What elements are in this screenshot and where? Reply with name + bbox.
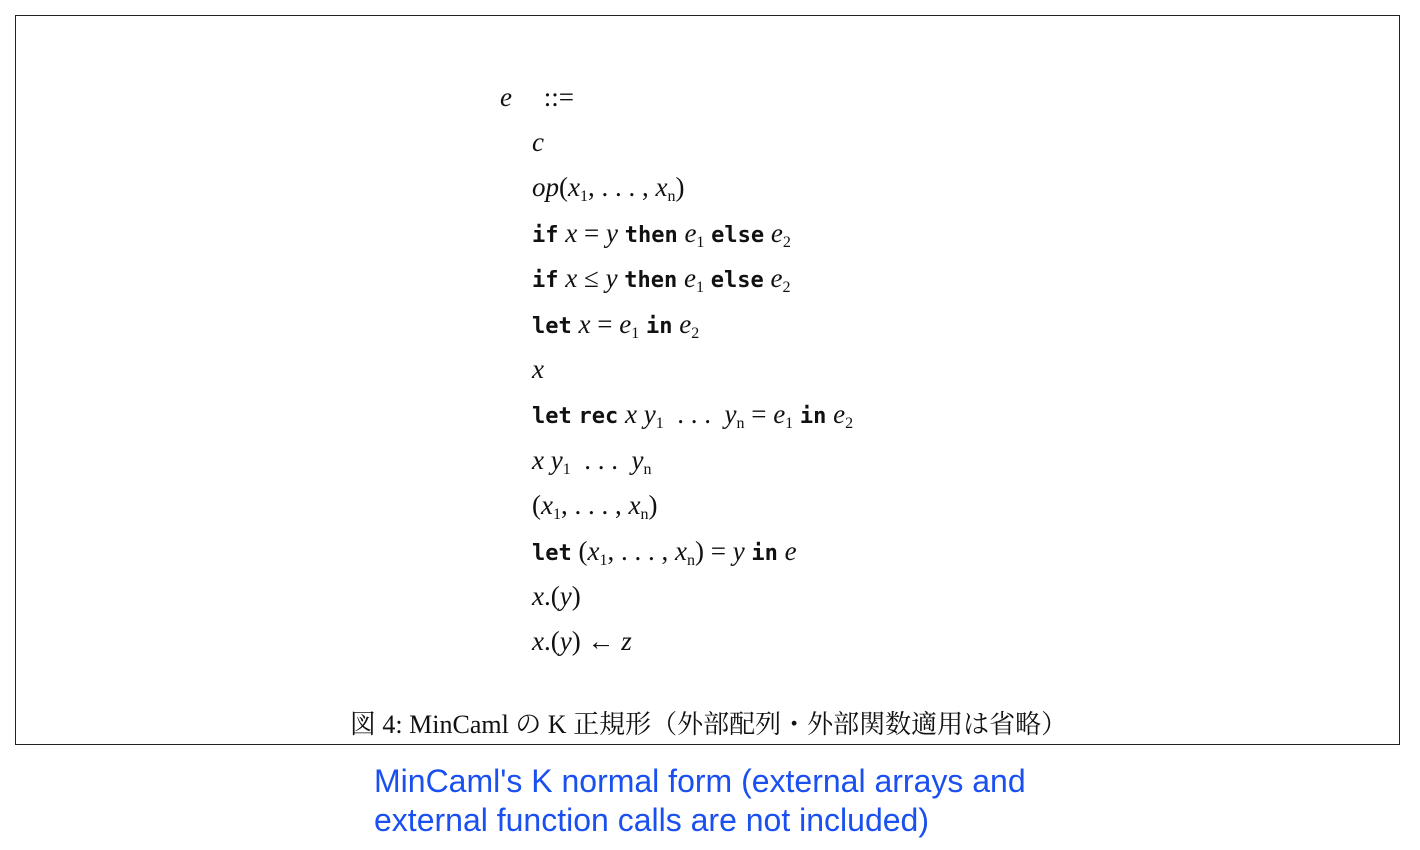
- token-symbol: [778, 536, 785, 566]
- token-symbol: , . . . ,: [560, 490, 629, 521]
- translation-line-2: external function calls are not included): [374, 802, 929, 838]
- token-variable: y: [559, 626, 572, 657]
- token-subscript: n: [643, 460, 652, 478]
- token-subscript: 1: [599, 551, 608, 569]
- production-tuple: [532, 483, 1060, 528]
- token-variable: e: [784, 535, 797, 566]
- grammar: [500, 74, 1060, 665]
- token-variable: op: [532, 172, 559, 203]
- token-subscript: n: [640, 506, 649, 524]
- production-let-tuple: [532, 529, 1060, 574]
- token-variable: e: [770, 263, 783, 294]
- token-symbol: [572, 399, 579, 429]
- figure-box: [15, 15, 1400, 745]
- token-symbol: (: [532, 490, 541, 521]
- token-symbol: =: [590, 308, 620, 339]
- token-symbol: [618, 399, 625, 429]
- token-keyword: in: [751, 540, 778, 566]
- token-symbol: [764, 263, 771, 293]
- token-symbol: ): [571, 580, 581, 611]
- token-keyword: rec: [578, 404, 619, 430]
- token-symbol: =: [577, 217, 606, 248]
- token-variable: x: [625, 399, 637, 430]
- token-symbol: . . .: [663, 399, 725, 430]
- token-subscript: 1: [631, 324, 640, 342]
- token-symbol: [637, 399, 644, 429]
- token-keyword: else: [711, 222, 765, 248]
- token-keyword: then: [624, 222, 678, 248]
- token-subscript: 1: [552, 506, 561, 524]
- token-variable: y: [724, 399, 737, 430]
- token-variable: y: [605, 263, 618, 294]
- token-variable: y: [732, 535, 745, 566]
- production-list: [500, 120, 1060, 665]
- token-variable: y: [643, 399, 656, 430]
- token-variable: x: [532, 580, 544, 611]
- token-symbol: ≤: [577, 263, 606, 294]
- grammar-define-symbol: ::=: [543, 82, 575, 112]
- token-variable: y: [631, 444, 644, 475]
- token-variable: e: [684, 217, 697, 248]
- token-symbol: [639, 309, 646, 339]
- token-keyword: let: [532, 540, 572, 566]
- token-subscript: 2: [782, 233, 791, 251]
- production-let: [532, 302, 1060, 347]
- production-if-eq: [532, 211, 1060, 256]
- token-variable: x: [541, 490, 553, 521]
- token-keyword: let: [532, 313, 572, 339]
- token-keyword: in: [645, 313, 673, 339]
- production-let-rec: [532, 392, 1060, 437]
- translation-note: [374, 762, 1134, 840]
- token-variable: e: [773, 399, 786, 430]
- token-symbol: =: [744, 399, 774, 430]
- token-subscript: 1: [696, 233, 705, 251]
- token-variable: e: [619, 308, 632, 339]
- token-subscript: 1: [579, 188, 588, 206]
- token-variable: y: [605, 217, 618, 248]
- token-subscript: n: [686, 551, 695, 569]
- token-subscript: 1: [562, 460, 571, 478]
- production-if-le: [532, 256, 1060, 301]
- token-variable: x: [655, 172, 668, 203]
- token-symbol: [544, 445, 551, 475]
- token-keyword: if: [532, 268, 559, 294]
- grammar-nonterminal: e: [500, 82, 512, 112]
- token-variable: x: [628, 490, 641, 521]
- production-put: [532, 619, 1060, 664]
- production-get: [532, 574, 1060, 619]
- token-subscript: 1: [655, 415, 664, 433]
- figure-caption: 図 4: MinCaml の K 正規形（外部配列・外部関数適用は省略）: [349, 710, 1068, 739]
- token-variable: c: [532, 127, 544, 157]
- token-keyword: if: [532, 222, 559, 248]
- token-variable: y: [559, 580, 572, 611]
- token-keyword: then: [624, 268, 678, 294]
- token-subscript: 2: [691, 324, 700, 342]
- token-symbol: [793, 399, 800, 429]
- token-subscript: n: [667, 188, 676, 206]
- token-symbol: [764, 218, 771, 248]
- grammar-head: [500, 74, 1060, 120]
- token-symbol: (: [578, 535, 588, 566]
- token-variable: x: [565, 217, 578, 248]
- token-variable: x: [674, 535, 687, 566]
- token-symbol: [618, 218, 625, 248]
- token-keyword: in: [799, 404, 827, 430]
- token-symbol: . . .: [570, 444, 632, 475]
- token-subscript: n: [736, 415, 745, 433]
- translation-line-1: MinCaml's K normal form (external arrays and: [374, 763, 1026, 799]
- token-keyword: else: [710, 268, 764, 294]
- token-variable: x: [532, 353, 544, 384]
- token-symbol: [704, 263, 711, 293]
- token-symbol: .(: [543, 626, 560, 657]
- token-symbol: ) =: [694, 535, 733, 566]
- token-symbol: .(: [543, 580, 560, 611]
- token-subscript: 1: [696, 279, 705, 297]
- token-symbol: [572, 309, 579, 339]
- production-var: [532, 347, 1060, 392]
- token-symbol: ): [675, 172, 685, 203]
- token-subscript: 2: [782, 279, 791, 297]
- token-variable: y: [550, 444, 563, 475]
- token-variable: x: [587, 535, 600, 566]
- token-keyword: let: [532, 404, 572, 430]
- token-variable: e: [679, 308, 692, 339]
- token-variable: e: [684, 263, 697, 294]
- token-variable: x: [578, 308, 591, 339]
- token-variable: e: [833, 399, 846, 430]
- production-app: [532, 438, 1060, 483]
- token-subscript: 2: [845, 415, 854, 433]
- token-symbol: [572, 536, 579, 566]
- production-const: [532, 120, 1060, 165]
- production-op-app: [532, 165, 1060, 210]
- token-variable: x: [565, 263, 578, 294]
- token-symbol: ): [648, 490, 658, 521]
- token-variable: e: [770, 217, 783, 248]
- token-symbol: , . . . ,: [587, 172, 656, 203]
- token-subscript: 1: [785, 415, 794, 433]
- token-symbol: , . . . ,: [607, 535, 675, 566]
- token-symbol: ) ←: [571, 626, 622, 657]
- token-variable: x: [532, 444, 544, 475]
- token-variable: x: [568, 172, 580, 203]
- token-variable: x: [532, 626, 544, 657]
- token-variable: z: [621, 626, 632, 657]
- token-symbol: (: [559, 172, 568, 203]
